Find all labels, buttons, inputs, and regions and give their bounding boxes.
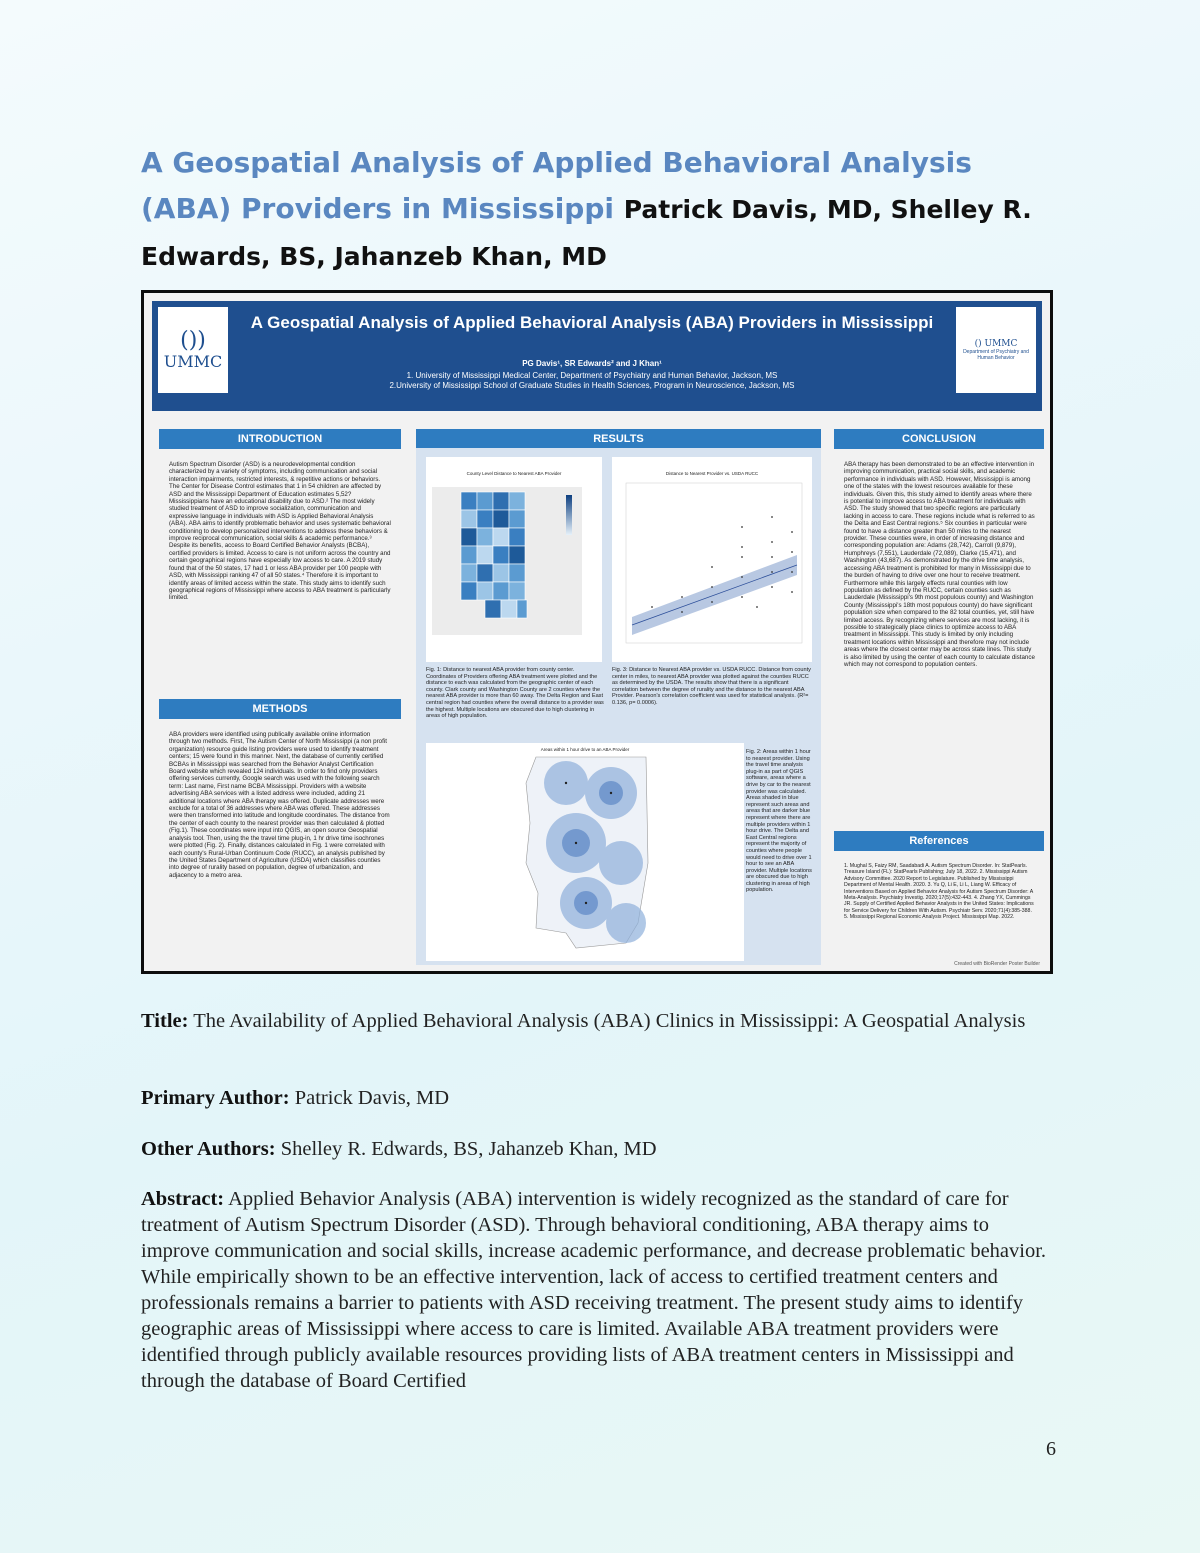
ummc-emblem-icon: ()) — [180, 327, 206, 353]
affiliation-1: 1. University of Mississippi Medical Center, Department of Psychiatry and Human Behavior, Jackson, MS — [406, 371, 778, 380]
logo-right-sub: Department of Psychiatry and Human Behavior — [963, 349, 1029, 361]
fig3-scatter-svg — [612, 457, 812, 662]
figure-2-drive-time-map — [426, 743, 744, 961]
other-authors-value: Shelley R. Edwards, BS, Jahanzeb Khan, MD — [280, 1138, 657, 1160]
primary-author — [141, 1085, 1056, 1111]
references-text: 1. Mughal S, Faizy RM, Saadabadi A. Autism Spectrum Disorder. In: StatPearls. Treasure Island (FL): StatPearls Publishing; July 18, 2022. 2. Mississippi Autism Advisory Committee. 2020 Report to Legislature. Published by Mississippi Department of Mental Health. 2020. 3. Yu Q, Li E, Li L, Liang W. Efficacy of Interventions Based on Applied Behavior Analysis for Autism Spectrum Disorder: A Meta-Analysis. Psychiatry Investig. 2020;17(5):432-443. 4. Zhang YX, Cummings JR. Supply of Certified Applied Behavior Analysts in the United States: Implications for Service Delivery for Children With Autism. Psychiatr Serv. 2020;71(4):385-388. 5. Mississippi Regional Economic Analysis Project. Mississippi Map. 2022. — [844, 863, 1034, 921]
results-heading: RESULTS — [416, 429, 821, 449]
abstract-title — [141, 1008, 1056, 1034]
figure-1-county-map — [426, 457, 602, 662]
page-authors: Patrick Davis, MD, Shelley R. Edwards, BS, Jahanzeb Khan, MD — [141, 195, 1032, 271]
ummc-logo-right — [956, 307, 1036, 393]
fig2-map-svg — [426, 743, 744, 961]
fig2-title: Areas within 1 hour drive to an ABA Provider — [540, 747, 630, 752]
poster-title: A Geospatial Analysis of Applied Behavioral Analysis (ABA) Providers in Mississippi — [250, 313, 934, 332]
fig3-caption: Fig. 3: Distance to Nearest ABA provider vs. USDA RUCC. Distance from county center in miles, to nearest ABA provider was plotted against the counties RUCC as determined by the USDA. The results show that there is a significant correlation between the degree of rurality and the distance to the nearest ABA Provider. Pearson's correlation coefficient was used for statistical analysis. (R²= 0.136, p= 0.0006). — [612, 667, 811, 706]
fig1-title: County Level Distance to Nearest ABA Provider — [466, 471, 562, 476]
poster — [141, 290, 1053, 974]
affiliation-2: 2.University of Mississippi School of Graduate Studies in Health Sciences, Program in Neuroscience, Jackson, MS — [389, 381, 795, 390]
logo-right-text: UMMC — [984, 339, 1018, 349]
poster-authors: PG Davis¹, SR Edwards² and J Khan¹ — [522, 359, 662, 368]
other-authors-label: Other Authors: — [141, 1138, 276, 1160]
intro-heading: INTRODUCTION — [159, 429, 401, 449]
references-heading: References — [834, 831, 1044, 851]
poster-header — [152, 301, 1042, 411]
page-number: 6 — [1046, 1438, 1056, 1460]
ummc-logo-left — [158, 307, 228, 393]
conclusion-heading: CONCLUSION — [834, 429, 1044, 449]
abstract-text: Applied Behavior Analysis (ABA) intervention is widely recognized as the standard of care for treatment of Autism Spectrum Disorder (ASD). Through behavioral conditioning, ABA therapy aims to improve communication and social skills, increase academic performance, and decrease problematic behavior. While empirically shown to be an effective intervention, lack of access to certified treatment centers and professionals remains a barrier to patients with ASD receiving treatment. The present study aims to identify geographic areas of Mississippi where access to care is limited. Available ABA treatment providers were identified through publicly available resources providing lists of ABA treatment centers in Mississippi and through the database of Board Certified — [141, 1188, 1047, 1392]
primary-author-label: Primary Author: — [141, 1087, 290, 1109]
methods-text: ABA providers were identified using publically available online information through two methods. First, The Autism Center of North Mississippi (a non profit organization) resource guide listing providers were used to identify treatment centers; 15 were found in this manner. Next, the database of currently certified BCBAs in Mississippi was searched from the Behavior Analyst Certification Board website which revealed 124 individuals. In order to find only providers offering services currently, Google search was used with the following search term: Last name, First name BCBA Mississippi. Providers with a website advertising ABA services with a listed address were included, adding 21 additional locations where ABA therapy was offered. Duplicate addresses were exclude for a total of 36 addresses where ABA was offered. These addresses were then transformed into latitude and longitude coordinates. The distance from the center of each county to the nearest provider was then calculated & plotted (Fig.1). These coordinates were input into QGIS, an open source Geospatial analysis tool. Then, using the the travel time plug-in, 1 hr drive time isochrones were plotted (Fig. 2). Finally, distances calculated in Fig. 1 were correlated with each county's Rural-Urban Continuum Code (RUCC), an analysis published by the United States Department of Agriculture (USDA) which classifies counties into degree of rurality based on population, degree of urbanization, and adjacency to a metro area. — [169, 731, 390, 879]
figure-3-scatter — [612, 457, 812, 662]
poster-footer: Created with BioRender Poster Builder — [954, 961, 1040, 967]
conclusion-text: ABA therapy has been demonstrated to be an effective intervention in improving communication, practical social skills, and academic performance in individuals with ASD. However, Mississippi is among one of the states with the lowest resources available for these individuals. Given this, this study aimed to identify areas where there is potential to improve access to ABA treatment for individuals with ASD. The study showed that two specific regions are particularly lacking in access to care. These regions include what is referred to as the Delta and East Central regions.⁵ Six counties in particular were found to have a distance greater than 50 miles to the nearest provider. These counties were, in order of increasing distance and corresponding population are: Adams (28,742), Carroll (9,879), Humphreys (7,551), Lauderdale (72,089), Clarke (15,471), and Washington (43,687). As demonstrated by the drive time analysis, accessing ABA treatment is prohibited for many in Mississippi due to the burden of having to drive over one hour to receive treatment. Furthermore while this largely effects rural counties with low population as defined by the RUCC, certain counties such as Lauderdale (Mississippi's 9th most populous county) and Washington County (Mississippi's 18th most populous county) do have significant population size when compared to the 82 total counties, yet, still have limited access. By recognizing where services are most lacking, it is possible to strategically place clinics to optimize access to ABA treatment in Mississippi. This study is limited by only including treatment locations within Mississippi and therefore may not include areas where the closest center may be across state lines. This study is also limited by using the center of each county to calculate distance which may not correspond to population centers. — [844, 461, 1035, 668]
methods-heading: METHODS — [159, 699, 401, 719]
logo-left-text: UMMC — [163, 351, 223, 371]
page-title-text: A Geospatial Analysis of Applied Behavioral Analysis (ABA) Providers in Mississippi — [141, 146, 972, 225]
poster-affiliations — [242, 371, 942, 391]
other-authors — [141, 1136, 1056, 1162]
fig1-map-svg — [426, 457, 602, 662]
abstract-title-label: Title: — [141, 1010, 189, 1032]
fig1-caption: Fig. 1: Distance to nearest ABA provider from county center. Coordinates of Providers offering ABA treatment were plotted and the distance to each was calculated from the geographic center of each county. Clark county and Washington County are 2 counties where the nearest ABA provider is more than 60 away. The Delta Region and East central region had counties where the overall distance to a provider was the highest. Multiple locations are obscured due to high clustering in areas of high population. — [426, 667, 604, 720]
fig2-caption: Fig. 2: Areas within 1 hour to nearest provider. Using the travel time analysis plug-in as part of QGIS software, areas where a drive by car to the nearest provider was calculated. Areas shaded in blue represent such areas and areas that are darker blue represent where there are multiple providers within 1 hour drive. The Delta and East Central regions represent the majority of counties where people would need to drive over 1 hour to see an ABA provider. Multiple locations are obscured due to high clustering in areas of high population. — [746, 749, 812, 894]
intro-text: Autism Spectrum Disorder (ASD) is a neurodevelopmental condition characterized by a variety of symptoms, including communication and social interaction impairments, restricted interests, & repetitive actions or behaviors. The Center for Disease Control estimates that 1 in 54 children are affected by ASD and the Mississippi Department of Education estimates 5,52? Mississippians have an educational disability due to ASD.² The most widely studied treatment of ASD to improve socialization, communication and expressive language in individuals with ASD is Applied Behavioral Analysis (ABA). ABA aims to identify problematic behavior and uses systematic behavioral conditioning to develop personalized interventions to address these behaviors & improve reciprocal communication, social skills & academic performance.³ Despite its benefits, access to Board Certified Behavior Analysts (BCBA), certified providers is limited. Access to care is not uniform across the country and certain geographical regions have especially low access to care. A 2019 study found that of the 50 states, 17 had 1 or less ABA provider per 100 people with ASD, with Mississippi ranking 47 of all 50 states.⁴ Therefore it is important to identify areas of limited access within the state. This study aims to identify such geographical regions of Mississippi where access to ABA treatment is particularly limited. — [169, 461, 391, 602]
abstract-title-value: The Availability of Applied Behavioral Analysis (ABA) Clinics in Mississippi: A Geospatial Analysis — [193, 1010, 1026, 1032]
abstract-label: Abstract: — [141, 1188, 225, 1210]
primary-author-value: Patrick Davis, MD — [294, 1087, 450, 1109]
fig3-title: Distance to Nearest Provider vs. USDA RUCC — [665, 471, 759, 476]
ummc-emblem-small-icon: () UMMC — [974, 339, 1018, 349]
page-title — [141, 140, 1061, 280]
abstract-body — [141, 1186, 1056, 1394]
